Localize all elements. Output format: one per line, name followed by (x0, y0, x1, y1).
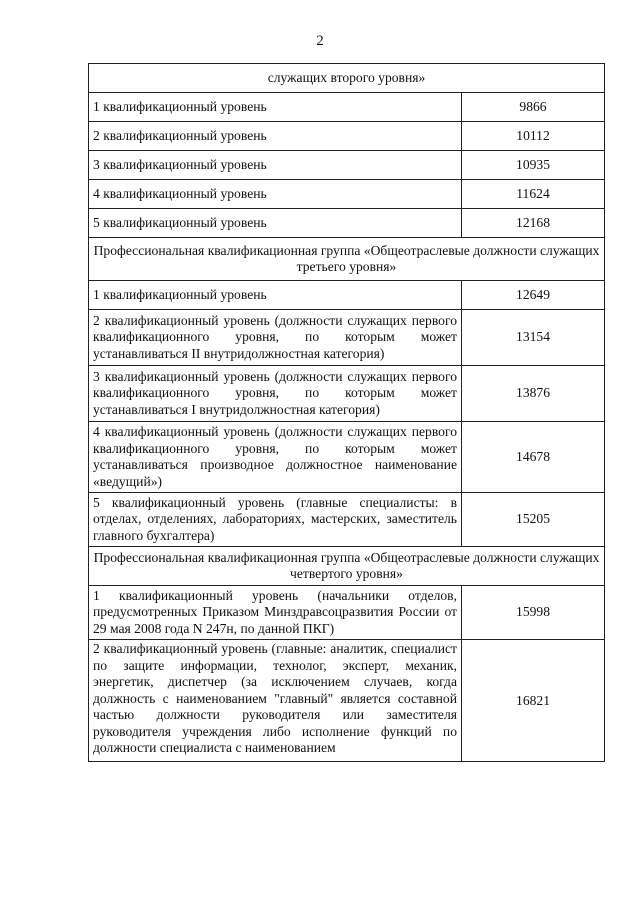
value-cell: 13876 (462, 366, 605, 422)
group-title: служащих второго уровня» (89, 64, 605, 93)
level-cell: 4 квалификационный уровень (должности служащих первого квалификационного уровня, по которым может устанавливаться производное должностное наименование «ведущий») (89, 422, 462, 493)
table-row (89, 366, 605, 422)
value-cell: 14678 (462, 422, 605, 493)
level-cell: 2 квалификационный уровень (главные: аналитик, специалист по защите информации, технолог, эксперт, механик, энергетик, диспетчер (за исключением случаев, когда должность с наименованием "главный" является составной частью должности руководителя или заместителя руководителя учреждения либо исполнение функций по должности специалиста с наименованием (89, 640, 462, 762)
salary-table (88, 63, 605, 762)
level-cell: 2 квалификационный уровень (89, 122, 462, 151)
table-row (89, 310, 605, 366)
table-row (89, 640, 605, 762)
table-row (89, 93, 605, 122)
table-row (89, 586, 605, 640)
page-number: 2 (316, 33, 324, 49)
value-cell: 13154 (462, 310, 605, 366)
group-title: Профессиональная квалификационная группа «Общеотраслевые должности служащих третьего уровня» (89, 238, 605, 281)
value-cell: 12649 (462, 281, 605, 310)
table-row (89, 422, 605, 493)
group-header-row (89, 238, 605, 281)
level-cell: 4 квалификационный уровень (89, 180, 462, 209)
value-cell: 10112 (462, 122, 605, 151)
table-row (89, 122, 605, 151)
table-row (89, 493, 605, 547)
table-row (89, 151, 605, 180)
table-row (89, 209, 605, 238)
level-cell: 3 квалификационный уровень (89, 151, 462, 180)
value-cell: 16821 (462, 640, 605, 762)
value-cell: 11624 (462, 180, 605, 209)
value-cell: 10935 (462, 151, 605, 180)
group-header-row (89, 64, 605, 93)
value-cell: 12168 (462, 209, 605, 238)
level-cell: 5 квалификационный уровень (89, 209, 462, 238)
level-cell: 1 квалификационный уровень (начальники отделов, предусмотренных Приказом Минздравсоцразвития России от 29 мая 2008 года N 247н, по данной ПКГ) (89, 586, 462, 640)
table-row (89, 180, 605, 209)
value-cell: 15205 (462, 493, 605, 547)
group-title: Профессиональная квалификационная группа «Общеотраслевые должности служащих четвертого уровня» (89, 547, 605, 586)
level-cell: 1 квалификационный уровень (89, 93, 462, 122)
value-cell: 15998 (462, 586, 605, 640)
level-cell: 5 квалификационный уровень (главные специалисты: в отделах, отделениях, лабораториях, мастерских, заместитель главного бухгалтера) (89, 493, 462, 547)
value-cell: 9866 (462, 93, 605, 122)
level-cell: 2 квалификационный уровень (должности служащих первого квалификационного уровня, по которым может устанавливаться II внутридолжностная категория) (89, 310, 462, 366)
group-header-row (89, 547, 605, 586)
level-cell: 3 квалификационный уровень (должности служащих первого квалификационного уровня, по которым может устанавливаться I внутридолжностная категория) (89, 366, 462, 422)
level-cell: 1 квалификационный уровень (89, 281, 462, 310)
table-row (89, 281, 605, 310)
